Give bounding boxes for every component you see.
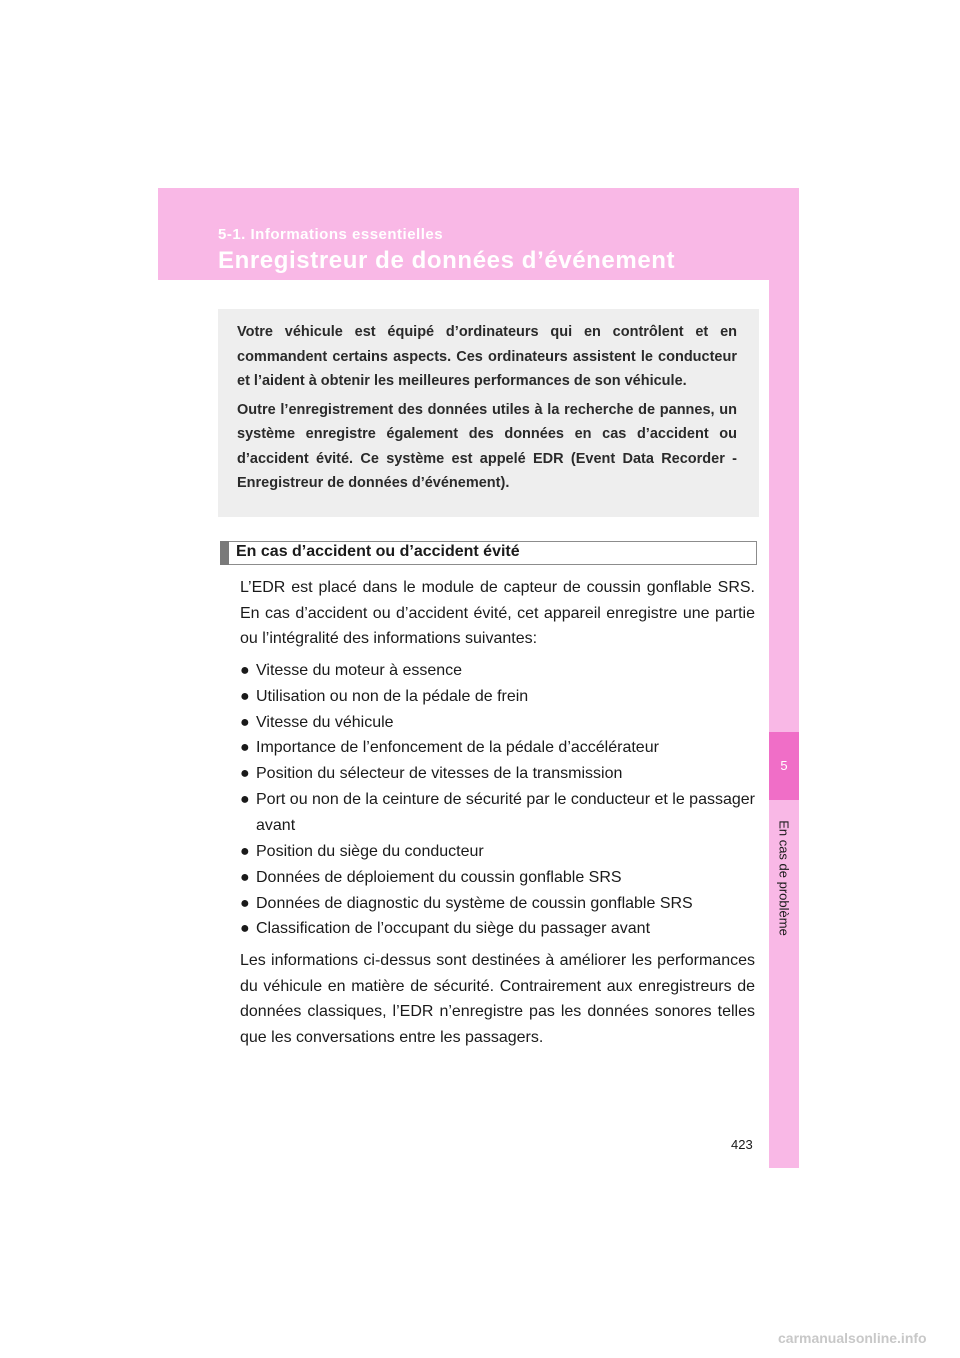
bullet-icon: ● — [240, 791, 250, 809]
list-item-text: Importance de l’enfoncement de la pédale d’accélérateur — [256, 739, 659, 757]
list-item-text: Données de déploiement du coussin gonflable SRS — [256, 868, 622, 886]
list-item — [240, 658, 755, 684]
list-item — [240, 710, 755, 736]
section-heading: En cas d’accident ou d’accident évité — [236, 543, 520, 560]
bullet-icon: ● — [240, 739, 250, 757]
list-item-text: Position du siège du conducteur — [256, 842, 484, 860]
bullet-icon: ● — [240, 920, 250, 938]
section-heading-marker — [220, 541, 229, 565]
list-item-text: Données de diagnostic du système de coussin gonflable SRS — [256, 894, 693, 912]
list-item-text: Port ou non de la ceinture de sécurité par le conducteur et le passager avant — [256, 791, 755, 834]
intro-text — [237, 320, 737, 500]
watermark: carmanualsonline.info — [778, 1330, 927, 1346]
bullet-icon: ● — [240, 687, 250, 705]
list-item — [240, 916, 755, 942]
list-item — [240, 891, 755, 917]
list-item — [240, 735, 755, 761]
list-item-text: Vitesse du véhicule — [256, 713, 394, 731]
page-title: Enregistreur de données d’événement — [218, 247, 676, 274]
list-item-text: Vitesse du moteur à essence — [256, 661, 463, 679]
section-label: 5-1. Informations essentielles — [218, 226, 444, 243]
bullet-icon: ● — [240, 842, 250, 860]
page-number: 423 — [731, 1137, 753, 1152]
chapter-side-strip — [769, 280, 799, 1168]
lead-paragraph: L’EDR est placé dans le module de capteur de coussin gonflable SRS. En cas d’accident ou d’accident évité, cet appareil enregistre une partie ou l’intégralité des informations suivantes: — [240, 579, 755, 648]
bullet-icon: ● — [240, 894, 250, 912]
bullet-icon: ● — [240, 765, 250, 783]
list-item-text: Position du sélecteur de vitesses de la transmission — [256, 765, 623, 783]
list-item-text: Classification de l’occupant du siège du passager avant — [256, 920, 651, 938]
list-item-text: Utilisation ou non de la pédale de frein — [256, 687, 529, 705]
chapter-title: En cas de problème — [776, 820, 792, 936]
section-body — [240, 575, 755, 1056]
intro-paragraph: Outre l’enregistrement des données utiles à la recherche de pannes, un système enregistre également des données en cas d’accident ou d’accident évité. Ce système est appelé EDR (Event Data Recorder - Enregistreur de données d’événement). — [237, 401, 737, 491]
list-item — [240, 684, 755, 710]
list-item — [240, 787, 755, 838]
closing-paragraph: Les informations ci-dessus sont destinées à améliorer les performances du véhicule en matière de sécurité. Contrairement aux enregistreurs de données classiques, l’EDR n’enregistre pas les données sonores telles que les conversations entre les passagers. — [240, 951, 755, 1046]
bullet-icon: ● — [240, 713, 250, 731]
bullet-icon: ● — [240, 868, 250, 886]
list-item — [240, 865, 755, 891]
bullet-icon: ● — [240, 661, 250, 679]
list-item — [240, 761, 755, 787]
list-item — [240, 839, 755, 865]
chapter-number: 5 — [780, 758, 788, 773]
info-list — [240, 658, 755, 942]
intro-paragraph: Votre véhicule est équipé d’ordinateurs qui en contrôlent et en commandent certains aspects. Ces ordinateurs assistent le conducteur et l’aident à obtenir les meilleures performances de son véhicule. — [237, 324, 737, 389]
